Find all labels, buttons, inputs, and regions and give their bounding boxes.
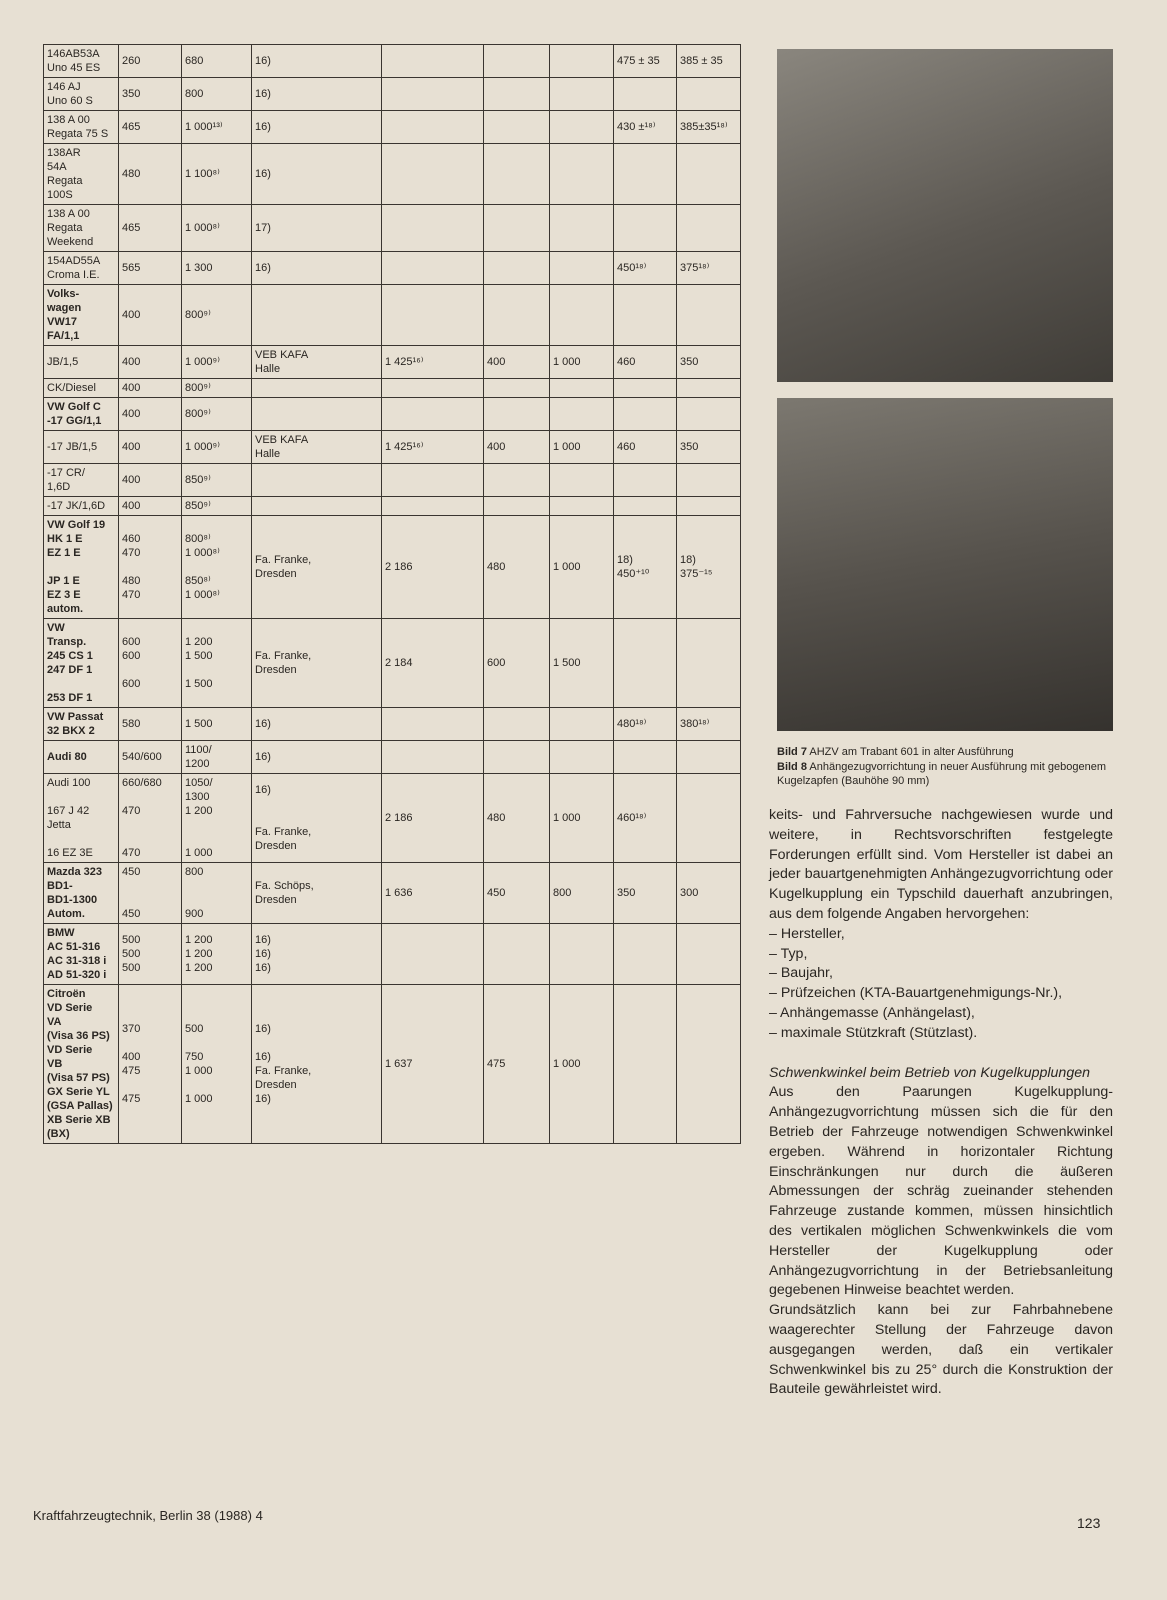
table-row bbox=[44, 497, 741, 516]
value-cell: 370 400 475 475 bbox=[119, 985, 182, 1144]
list-item: – Anhängemasse (Anhängelast), bbox=[769, 1004, 975, 1021]
value-cell bbox=[550, 398, 614, 431]
table-row bbox=[44, 346, 741, 379]
value-cell bbox=[484, 252, 550, 285]
table-row bbox=[44, 144, 741, 205]
value-cell: 16) Fa. Franke, Dresden bbox=[252, 774, 382, 863]
list-item: – Baujahr, bbox=[769, 965, 833, 982]
value-cell bbox=[484, 78, 550, 111]
value-cell bbox=[677, 497, 741, 516]
table-row bbox=[44, 708, 741, 741]
value-cell bbox=[484, 464, 550, 497]
value-cell: 300 bbox=[677, 863, 741, 924]
value-cell bbox=[614, 285, 677, 346]
value-cell bbox=[382, 708, 484, 741]
value-cell bbox=[550, 464, 614, 497]
paragraph: Grundsätzlich kann bei zur Fahrbahnebene waagerechter Stellung der Fahrzeuge davon ausgegangen werden, daß ein vertikaler Schwenkwinkel bis zu 25° durch die Konstruktion der Bauteile gewährleistet wird. bbox=[769, 1302, 1113, 1398]
model-cell: 138 A 00 Regata 75 S bbox=[44, 111, 119, 144]
value-cell bbox=[484, 708, 550, 741]
value-cell bbox=[614, 398, 677, 431]
table-row bbox=[44, 398, 741, 431]
value-cell: 480¹⁸⁾ bbox=[614, 708, 677, 741]
value-cell: 600 bbox=[484, 619, 550, 708]
value-cell: 800⁹⁾ bbox=[182, 379, 252, 398]
value-cell: 460 bbox=[614, 346, 677, 379]
value-cell bbox=[550, 111, 614, 144]
list-item: – maximale Stützkraft (Stützlast). bbox=[769, 1024, 978, 1041]
model-cell: 138 A 00 Regata Weekend bbox=[44, 205, 119, 252]
value-cell bbox=[382, 464, 484, 497]
body-text bbox=[769, 806, 1113, 1400]
value-cell: 350 bbox=[677, 431, 741, 464]
value-cell bbox=[614, 144, 677, 205]
table-row bbox=[44, 78, 741, 111]
value-cell: 1 000 bbox=[550, 774, 614, 863]
value-cell bbox=[614, 205, 677, 252]
value-cell: 16) bbox=[252, 252, 382, 285]
value-cell: 2 184 bbox=[382, 619, 484, 708]
value-cell bbox=[252, 285, 382, 346]
value-cell: 660/680 470 470 bbox=[119, 774, 182, 863]
value-cell: 350 bbox=[677, 346, 741, 379]
model-cell: VW Golf C -17 GG/1,1 bbox=[44, 398, 119, 431]
value-cell: 1 000 bbox=[550, 346, 614, 379]
table-row bbox=[44, 985, 741, 1144]
value-cell: 680 bbox=[182, 45, 252, 78]
value-cell: 350 bbox=[614, 863, 677, 924]
value-cell bbox=[614, 497, 677, 516]
value-cell bbox=[382, 144, 484, 205]
value-cell bbox=[550, 205, 614, 252]
value-cell bbox=[614, 924, 677, 985]
value-cell: 400 bbox=[119, 346, 182, 379]
value-cell: 375¹⁸⁾ bbox=[677, 252, 741, 285]
value-cell bbox=[677, 379, 741, 398]
value-cell: 580 bbox=[119, 708, 182, 741]
value-cell: 1 000 bbox=[550, 985, 614, 1144]
value-cell: 450¹⁸⁾ bbox=[614, 252, 677, 285]
value-cell: 16) bbox=[252, 111, 382, 144]
value-cell bbox=[382, 398, 484, 431]
value-cell: 1 500 bbox=[550, 619, 614, 708]
paragraph: keits- und Fahrversuche nachgewiesen wurde und weitere, in Rechtsvorschriften festgelegte Forderungen erfüllt sind. Vom Hersteller ist dabei an jeder bauartgenehmigten Anhängezugvorrichtung oder Kugelkupplung ein Typschild dauerhaft anzubringen, aus dem folgende Angaben hervorgehen: bbox=[769, 807, 1113, 922]
value-cell bbox=[614, 985, 677, 1144]
value-cell: 600 600 600 bbox=[119, 619, 182, 708]
value-cell: 800 bbox=[550, 863, 614, 924]
value-cell bbox=[382, 78, 484, 111]
value-cell bbox=[550, 78, 614, 111]
value-cell: 850⁹⁾ bbox=[182, 497, 252, 516]
value-cell: 800⁸⁾ 1 000⁸⁾ 850⁸⁾ 1 000⁸⁾ bbox=[182, 516, 252, 619]
value-cell: 430 ±¹⁸⁾ bbox=[614, 111, 677, 144]
value-cell: 400 bbox=[119, 431, 182, 464]
value-cell: 800⁹⁾ bbox=[182, 285, 252, 346]
value-cell bbox=[382, 45, 484, 78]
value-cell: 16) bbox=[252, 45, 382, 78]
value-cell bbox=[677, 619, 741, 708]
value-cell bbox=[484, 398, 550, 431]
model-cell: VW Golf 19 HK 1 E EZ 1 E JP 1 E EZ 3 E autom. bbox=[44, 516, 119, 619]
value-cell: 1 500 bbox=[182, 708, 252, 741]
table-row bbox=[44, 252, 741, 285]
value-cell: 2 186 bbox=[382, 774, 484, 863]
value-cell: 1100/ 1200 bbox=[182, 741, 252, 774]
value-cell bbox=[677, 774, 741, 863]
value-cell: Fa. Schöps, Dresden bbox=[252, 863, 382, 924]
caption-bild-7 bbox=[777, 745, 1113, 759]
value-cell: 16) bbox=[252, 78, 382, 111]
table-row bbox=[44, 431, 741, 464]
value-cell bbox=[677, 205, 741, 252]
table-row bbox=[44, 45, 741, 78]
caption-text: AHZV am Trabant 601 in alter Ausführung bbox=[809, 746, 1014, 758]
value-cell: 1 100⁸⁾ bbox=[182, 144, 252, 205]
model-cell: -17 JB/1,5 bbox=[44, 431, 119, 464]
value-cell: 1 000 bbox=[550, 431, 614, 464]
value-cell: VEB KAFA Halle bbox=[252, 431, 382, 464]
value-cell bbox=[382, 111, 484, 144]
value-cell: 800 bbox=[182, 78, 252, 111]
value-cell: 400 bbox=[484, 346, 550, 379]
value-cell bbox=[550, 741, 614, 774]
value-cell: 1 000⁹⁾ bbox=[182, 431, 252, 464]
model-cell: Mazda 323 BD1- BD1-1300 Autom. bbox=[44, 863, 119, 924]
model-cell: Audi 100 167 J 42 Jetta 16 EZ 3E bbox=[44, 774, 119, 863]
value-cell bbox=[550, 379, 614, 398]
value-cell: 460¹⁸⁾ bbox=[614, 774, 677, 863]
model-cell: -17 JK/1,6D bbox=[44, 497, 119, 516]
table-row bbox=[44, 285, 741, 346]
value-cell bbox=[677, 985, 741, 1144]
value-cell bbox=[550, 252, 614, 285]
value-cell: 465 bbox=[119, 205, 182, 252]
value-cell: Fa. Franke, Dresden bbox=[252, 619, 382, 708]
value-cell: 500 500 500 bbox=[119, 924, 182, 985]
value-cell: 2 186 bbox=[382, 516, 484, 619]
list-item: – Hersteller, bbox=[769, 925, 845, 942]
value-cell bbox=[677, 144, 741, 205]
label-list bbox=[769, 925, 1113, 1044]
value-cell: 1050/ 1300 1 200 1 000 bbox=[182, 774, 252, 863]
value-cell bbox=[484, 144, 550, 205]
table-row bbox=[44, 774, 741, 863]
value-cell: 475 ± 35 bbox=[614, 45, 677, 78]
value-cell bbox=[382, 205, 484, 252]
value-cell bbox=[677, 924, 741, 985]
value-cell: 465 bbox=[119, 111, 182, 144]
value-cell: 380¹⁸⁾ bbox=[677, 708, 741, 741]
model-cell: -17 CR/ 1,6D bbox=[44, 464, 119, 497]
value-cell: 16) 16) Fa. Franke, Dresden 16) bbox=[252, 985, 382, 1144]
value-cell: 1 425¹⁶⁾ bbox=[382, 431, 484, 464]
section-heading: Schwenkwinkel beim Betrieb von Kugelkupplungen bbox=[769, 1064, 1090, 1081]
value-cell: 500 750 1 000 1 000 bbox=[182, 985, 252, 1144]
value-cell: 450 bbox=[484, 863, 550, 924]
value-cell: 1 000⁸⁾ bbox=[182, 205, 252, 252]
value-cell: 1 300 bbox=[182, 252, 252, 285]
value-cell bbox=[550, 497, 614, 516]
value-cell: 400 bbox=[119, 379, 182, 398]
value-cell: 400 bbox=[484, 431, 550, 464]
value-cell bbox=[677, 398, 741, 431]
value-cell: 460 470 480 470 bbox=[119, 516, 182, 619]
value-cell bbox=[677, 285, 741, 346]
value-cell: 1 000 bbox=[550, 516, 614, 619]
value-cell: 540/600 bbox=[119, 741, 182, 774]
table-row bbox=[44, 741, 741, 774]
model-cell: VW Passat 32 BKX 2 bbox=[44, 708, 119, 741]
value-cell: 16) bbox=[252, 144, 382, 205]
value-cell: 400 bbox=[119, 285, 182, 346]
value-cell: 1 200 1 500 1 500 bbox=[182, 619, 252, 708]
value-cell: 400 bbox=[119, 464, 182, 497]
value-cell bbox=[484, 497, 550, 516]
photo-bild-8 bbox=[777, 398, 1113, 731]
table-row bbox=[44, 205, 741, 252]
table-row bbox=[44, 111, 741, 144]
caption-text: Anhängezugvorrichtung in neuer Ausführung mit gebogenem Kugelzapfen (Bauhöhe 90 mm) bbox=[777, 761, 1106, 787]
value-cell: 260 bbox=[119, 45, 182, 78]
list-item: – Prüfzeichen (KTA-Bauartgenehmigungs-Nr.), bbox=[769, 985, 1063, 1002]
value-cell bbox=[252, 497, 382, 516]
table-row bbox=[44, 379, 741, 398]
value-cell bbox=[382, 285, 484, 346]
value-cell bbox=[484, 45, 550, 78]
value-cell: VEB KAFA Halle bbox=[252, 346, 382, 379]
value-cell bbox=[550, 708, 614, 741]
value-cell: 475 bbox=[484, 985, 550, 1144]
value-cell: 480 bbox=[484, 516, 550, 619]
value-cell: 17) bbox=[252, 205, 382, 252]
value-cell bbox=[252, 464, 382, 497]
table-row bbox=[44, 516, 741, 619]
value-cell: 480 bbox=[119, 144, 182, 205]
value-cell: 18) 450⁺¹⁰ bbox=[614, 516, 677, 619]
caption-bild-8 bbox=[777, 760, 1113, 788]
value-cell bbox=[484, 741, 550, 774]
value-cell bbox=[382, 924, 484, 985]
value-cell bbox=[677, 741, 741, 774]
value-cell: 350 bbox=[119, 78, 182, 111]
value-cell bbox=[677, 78, 741, 111]
caption-label: Bild 7 bbox=[777, 746, 807, 758]
value-cell: 800 900 bbox=[182, 863, 252, 924]
value-cell: 18) 375⁻¹⁵ bbox=[677, 516, 741, 619]
list-item: – Typ, bbox=[769, 945, 808, 962]
value-cell bbox=[484, 111, 550, 144]
value-cell: 1 000⁹⁾ bbox=[182, 346, 252, 379]
table-row bbox=[44, 924, 741, 985]
photo-bild-7 bbox=[777, 49, 1113, 382]
value-cell bbox=[484, 285, 550, 346]
value-cell bbox=[550, 144, 614, 205]
value-cell: 480 bbox=[484, 774, 550, 863]
value-cell bbox=[382, 379, 484, 398]
value-cell: 1 425¹⁶⁾ bbox=[382, 346, 484, 379]
journal-footer: Kraftfahrzeugtechnik, Berlin 38 (1988) 4 bbox=[33, 1508, 263, 1523]
value-cell: 16) bbox=[252, 741, 382, 774]
value-cell bbox=[614, 741, 677, 774]
value-cell bbox=[614, 464, 677, 497]
model-cell: Audi 80 bbox=[44, 741, 119, 774]
value-cell bbox=[382, 497, 484, 516]
value-cell bbox=[550, 924, 614, 985]
value-cell: 800⁹⁾ bbox=[182, 398, 252, 431]
model-cell: 146 AJ Uno 60 S bbox=[44, 78, 119, 111]
value-cell: 385±35¹⁸⁾ bbox=[677, 111, 741, 144]
model-cell: CK/Diesel bbox=[44, 379, 119, 398]
coupling-table bbox=[43, 44, 741, 1144]
table-row bbox=[44, 863, 741, 924]
value-cell bbox=[550, 45, 614, 78]
value-cell: 450 450 bbox=[119, 863, 182, 924]
value-cell bbox=[614, 619, 677, 708]
table-row bbox=[44, 619, 741, 708]
value-cell bbox=[677, 464, 741, 497]
value-cell: 1 000¹³⁾ bbox=[182, 111, 252, 144]
value-cell: 1 637 bbox=[382, 985, 484, 1144]
model-cell: 138AR 54A Regata 100S bbox=[44, 144, 119, 205]
model-cell: Volks- wagen VW17 FA/1,1 bbox=[44, 285, 119, 346]
page-number: 123 bbox=[1077, 1515, 1101, 1531]
value-cell: 400 bbox=[119, 497, 182, 516]
model-cell: VW Transp. 245 CS 1 247 DF 1 253 DF 1 bbox=[44, 619, 119, 708]
value-cell bbox=[484, 205, 550, 252]
model-cell: JB/1,5 bbox=[44, 346, 119, 379]
value-cell bbox=[484, 379, 550, 398]
value-cell bbox=[252, 398, 382, 431]
value-cell: 16) bbox=[252, 708, 382, 741]
value-cell: Fa. Franke, Dresden bbox=[252, 516, 382, 619]
model-cell: BMW AC 51-316 AC 31-318 i AD 51-320 i bbox=[44, 924, 119, 985]
value-cell: 460 bbox=[614, 431, 677, 464]
value-cell bbox=[382, 252, 484, 285]
value-cell bbox=[252, 379, 382, 398]
value-cell: 565 bbox=[119, 252, 182, 285]
value-cell: 16) 16) 16) bbox=[252, 924, 382, 985]
value-cell: 1 200 1 200 1 200 bbox=[182, 924, 252, 985]
value-cell: 850⁹⁾ bbox=[182, 464, 252, 497]
value-cell: 385 ± 35 bbox=[677, 45, 741, 78]
model-cell: Citroën VD Serie VA (Visa 36 PS) VD Serie VB (Visa 57 PS) GX Serie YL (GSA Pallas) XB Serie XB (BX) bbox=[44, 985, 119, 1144]
value-cell bbox=[484, 924, 550, 985]
caption-label: Bild 8 bbox=[777, 761, 807, 773]
value-cell bbox=[614, 78, 677, 111]
paragraph: Aus den Paarungen Kugelkupplung-Anhängezugvorrichtung müssen sich die für den Betrieb der Fahrzeuge notwendigen Schwenkwinkel ergeben. Während in horizontaler Richtung Einschränkungen nur durch die äußeren Abmessungen der schräg zueinander stehenden Fahrzeuge zustande kommen, müssen hinsichtlich des vertikalen möglichen Schwenkwinkels die vom Hersteller der Kugelkupplung oder Anhängezugvorrichtung in der Betriebsanleitung gegebenen Hinweise beachtet werden. bbox=[769, 1084, 1113, 1299]
value-cell: 1 636 bbox=[382, 863, 484, 924]
value-cell bbox=[550, 285, 614, 346]
table-row bbox=[44, 464, 741, 497]
value-cell bbox=[614, 379, 677, 398]
model-cell: 146AB53A Uno 45 ES bbox=[44, 45, 119, 78]
model-cell: 154AD55A Croma I.E. bbox=[44, 252, 119, 285]
value-cell bbox=[382, 741, 484, 774]
value-cell: 400 bbox=[119, 398, 182, 431]
